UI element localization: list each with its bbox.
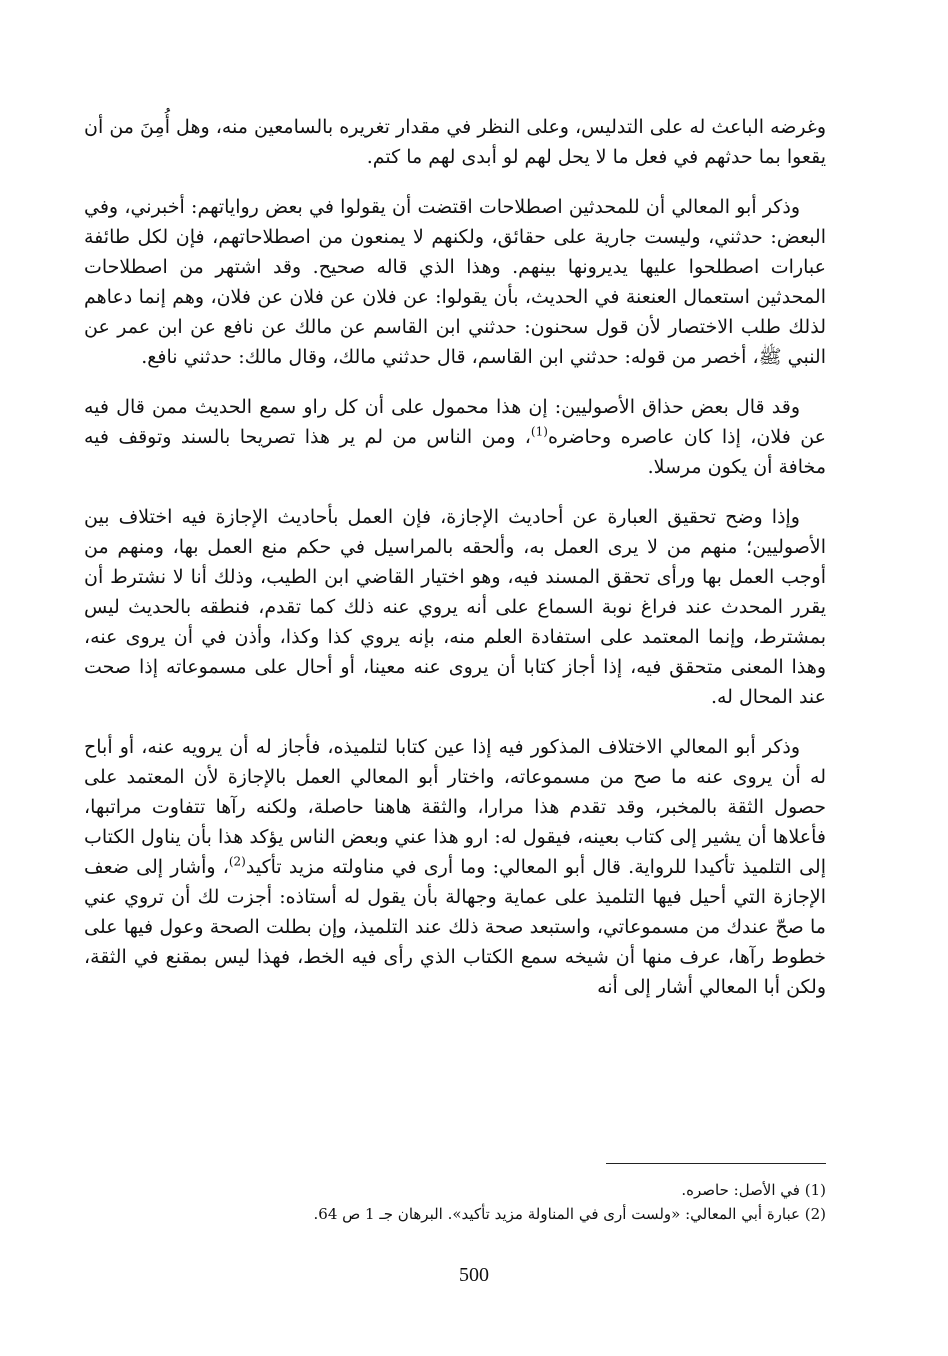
paragraph-5-tail: ، وأشار إلى ضعف الإجازة التي أحيل فيها التلميذ على عماية وجهالة بأن يقول له أستاذه: أجزت لك أن تروي عني ما صحّ عندك من مسموعاتي، واستبعد صحة ذلك عند التلميذ، وإن بطلت الصحة وعول فيها على خطوط رآها، عرف منها أن شيخه سمع الكتاب الذي رأى فيه الخط، فهذا ليس بمقنع في الثقة، ولكن أبا المعالي أشار إلى أنه (84, 856, 826, 998)
paragraph-5 (84, 732, 826, 1002)
footnote-ref-1: (1) (530, 424, 548, 439)
footnote-1: (1) في الأصل: حاصره. (681, 1181, 826, 1199)
footnote-2: (2) عبارة أبي المعالي: «ولست أرى في المناولة مزيد تأكيد». البرهان جـ 1 ص 64. (313, 1205, 826, 1223)
paragraph-5-text: وذكر أبو المعالي الاختلاف المذكور فيه إذا عين كتابا لتلميذه، فأجاز له أن يرويه عنه، أو أباح له أن يروى عنه ما صح من مسموعاته، واختار أبو المعالي العمل بالإجازة لأن المعتمد على حصول الثقة بالمخبر، وقد تقدم هذا مرارا، والثقة هاهنا حاصلة، ولكنه رآها تتفاوت مراتبها، فأعلاها أن يشير إلى كتاب بعينه، فيقول له: ارو هذا عني وبعض الناس يؤكد هذا بأن يناول الكتاب إلى التلميذ تأكيدا للرواية. قال أبو المعالي: وما أرى في مناولته مزيد تأكيد (84, 736, 826, 878)
paragraph-2: وذكر أبو المعالي أن للمحدثين اصطلاحات اقتضت أن يقولوا في بعض رواياتهم: أخبرني، وفي البعض: حدثني، وليست جارية على حقائق، ولكنهم لا يمنعون من اصطلاحاتهم، فإن لكل طائفة عبارات اصطلحوا عليها يديرونها بينهم. وهذا الذي قاله صحيح. وقد اشتهر من اصطلاحات المحدثين استعمال العنعنة في الحديث، بأن يقولوا: عن فلان عن فلان عن فلان، وهم إنما دعاهم لذلك طلب الاختصار لأن قول سحنون: حدثني ابن القاسم عن مالك عن نافع عن ابن عمر عن النبي ﷺ، أخصر من قوله: حدثني ابن القاسم، قال حدثني مالك، وقال مالك: حدثني نافع. (84, 196, 826, 368)
footnote-ref-2: (2) (228, 854, 246, 869)
paragraph-4: وإذا وضح تحقيق العبارة عن أحاديث الإجازة، فإن العمل بأحاديث الإجازة فيه اختلاف بين الأصوليين؛ منهم من لا يرى العمل به، وألحقه بالمراسيل في حكم منع العمل بها، ومنهم من أوجب العمل بها ورأى تحقق المسند فيه، وهو اختيار القاضي ابن الطيب، وذلك أنا لا نشترط أن يقرر المحدث عند فراغ نوبة السماع على أنه يروي عنه ذلك كما تقدم، فنطقه بالحديث ليس بمشترط، وإنما المعتمد على استفادة العلم منه، بإنه يروي كذا وكذا، وأذن في أن يروى عنه، وهذا المعنى متحقق فيه، إذا أجاز كتابا أن يروى عنه معينا، أو أحال على مسموعاته إذا صحت عند المحال له. (84, 506, 826, 708)
footnote-divider (606, 1163, 826, 1164)
paragraph-1: وغرضه الباعث له على التدليس، وعلى النظر في مقدار تغريره بالسامعين منه، وهل أُمِنَ من أن يقعوا بما حدثهم في فعل ما لا يحل لهم لو أبدى لهم ما كتم. (84, 116, 826, 168)
paragraph-3-text: وقد قال بعض حذاق الأصوليين: إن هذا محمول على أن كل راو سمع الحديث ممن قال فيه عن فلان، إذا كان عاصره وحاضره (84, 396, 826, 448)
paragraph-3-tail: ، ومن الناس من لم ير هذا تصريحا بالسند وتوقف فيه مخافة أن يكون مرسلا. (84, 426, 826, 478)
page-number: 500 (459, 1264, 489, 1286)
main-text (84, 112, 826, 1022)
paragraph-3 (84, 392, 826, 482)
footnotes (84, 1178, 826, 1226)
